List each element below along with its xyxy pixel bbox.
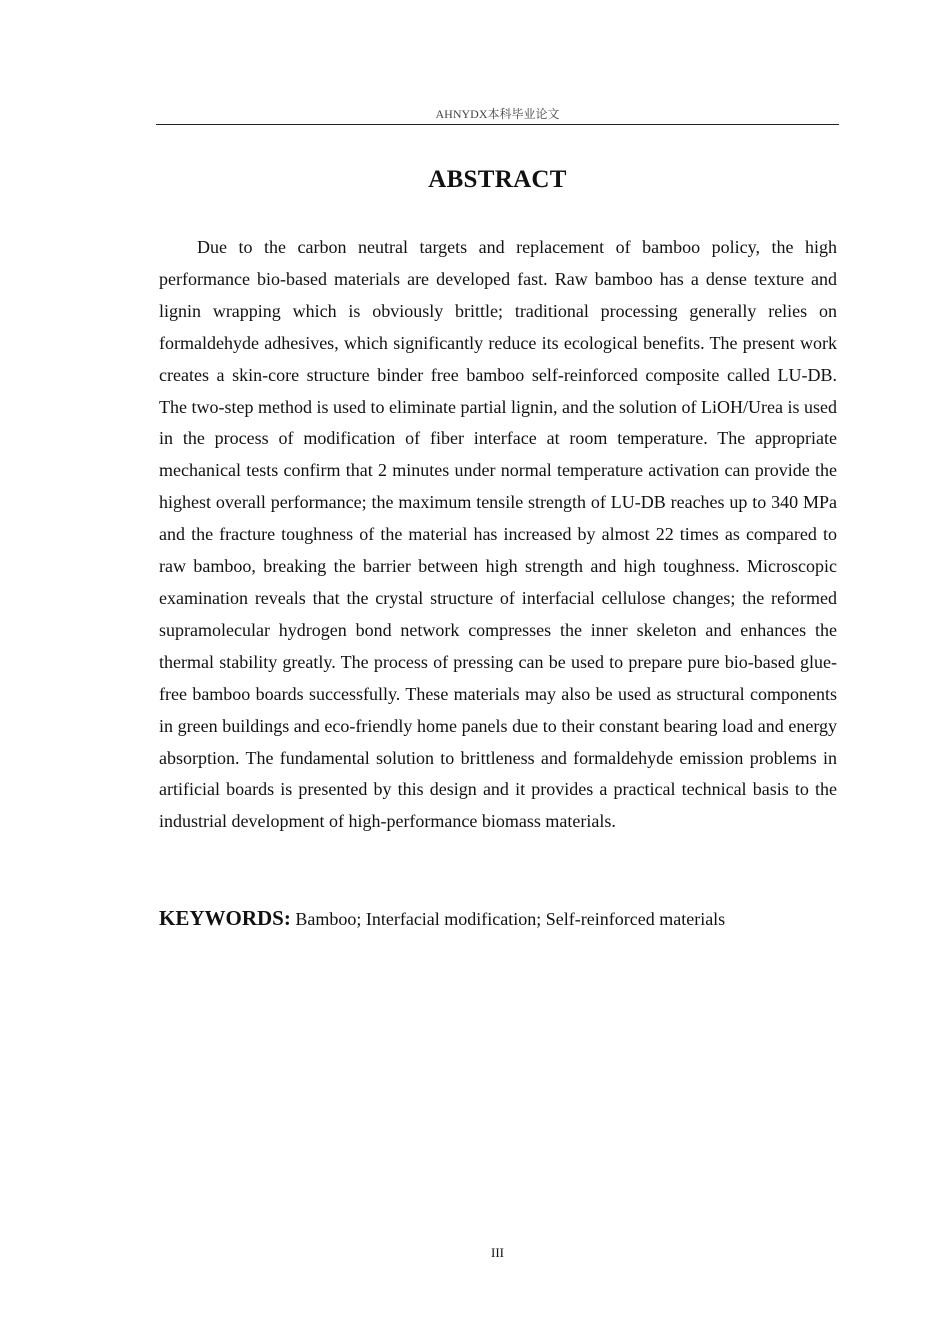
abstract-heading: ABSTRACT [428, 166, 567, 193]
header-rule [156, 124, 839, 125]
abstract-body: Due to the carbon neutral targets and replacement of bamboo policy, the high performance bio-based materials are developed fast. Raw bamboo has a dense texture and lignin wrapping which is obviously brittle; traditional processing generally relies on formaldehyde adhesives, which significantly reduce its ecological benefits. The present work creates a skin-core structure binder free bamboo self-reinforced composite called LU-DB. The two-step method is used to eliminate partial lignin, and the solution of LiOH/Urea is used in the process of modification of fiber interface at room temperature. The appropriate mechanical tests confirm that 2 minutes under normal temperature activation can provide the highest overall performance; the maximum tensile strength of LU-DB reaches up to 340 MPa and the fracture toughness of the material has increased by almost 22 times as compared to raw bamboo, breaking the barrier between high strength and high toughness. Microscopic examination reveals that the crystal structure of interfacial cellulose changes; the reformed supramolecular hydrogen bond network compresses the inner skeleton and enhances the thermal stability greatly. The process of pressing can be used to prepare pure bio-based glue-free bamboo boards successfully. These materials may also be used as structural components in green buildings and eco-friendly home panels due to their constant bearing load and energy absorption. The fundamental solution to brittleness and formaldehyde emission problems in artificial boards is presented by this design and it provides a practical technical basis to the industrial development of high-performance biomass materials. [159, 237, 837, 832]
running-header: AHNYDX本科毕业论文 [435, 107, 560, 121]
page-number: III [491, 1245, 504, 1260]
keywords-line [159, 902, 837, 935]
keywords-label: KEYWORDS: [159, 906, 291, 930]
keywords-text: Bamboo; Interfacial modification; Self-reinforced materials [295, 909, 726, 929]
